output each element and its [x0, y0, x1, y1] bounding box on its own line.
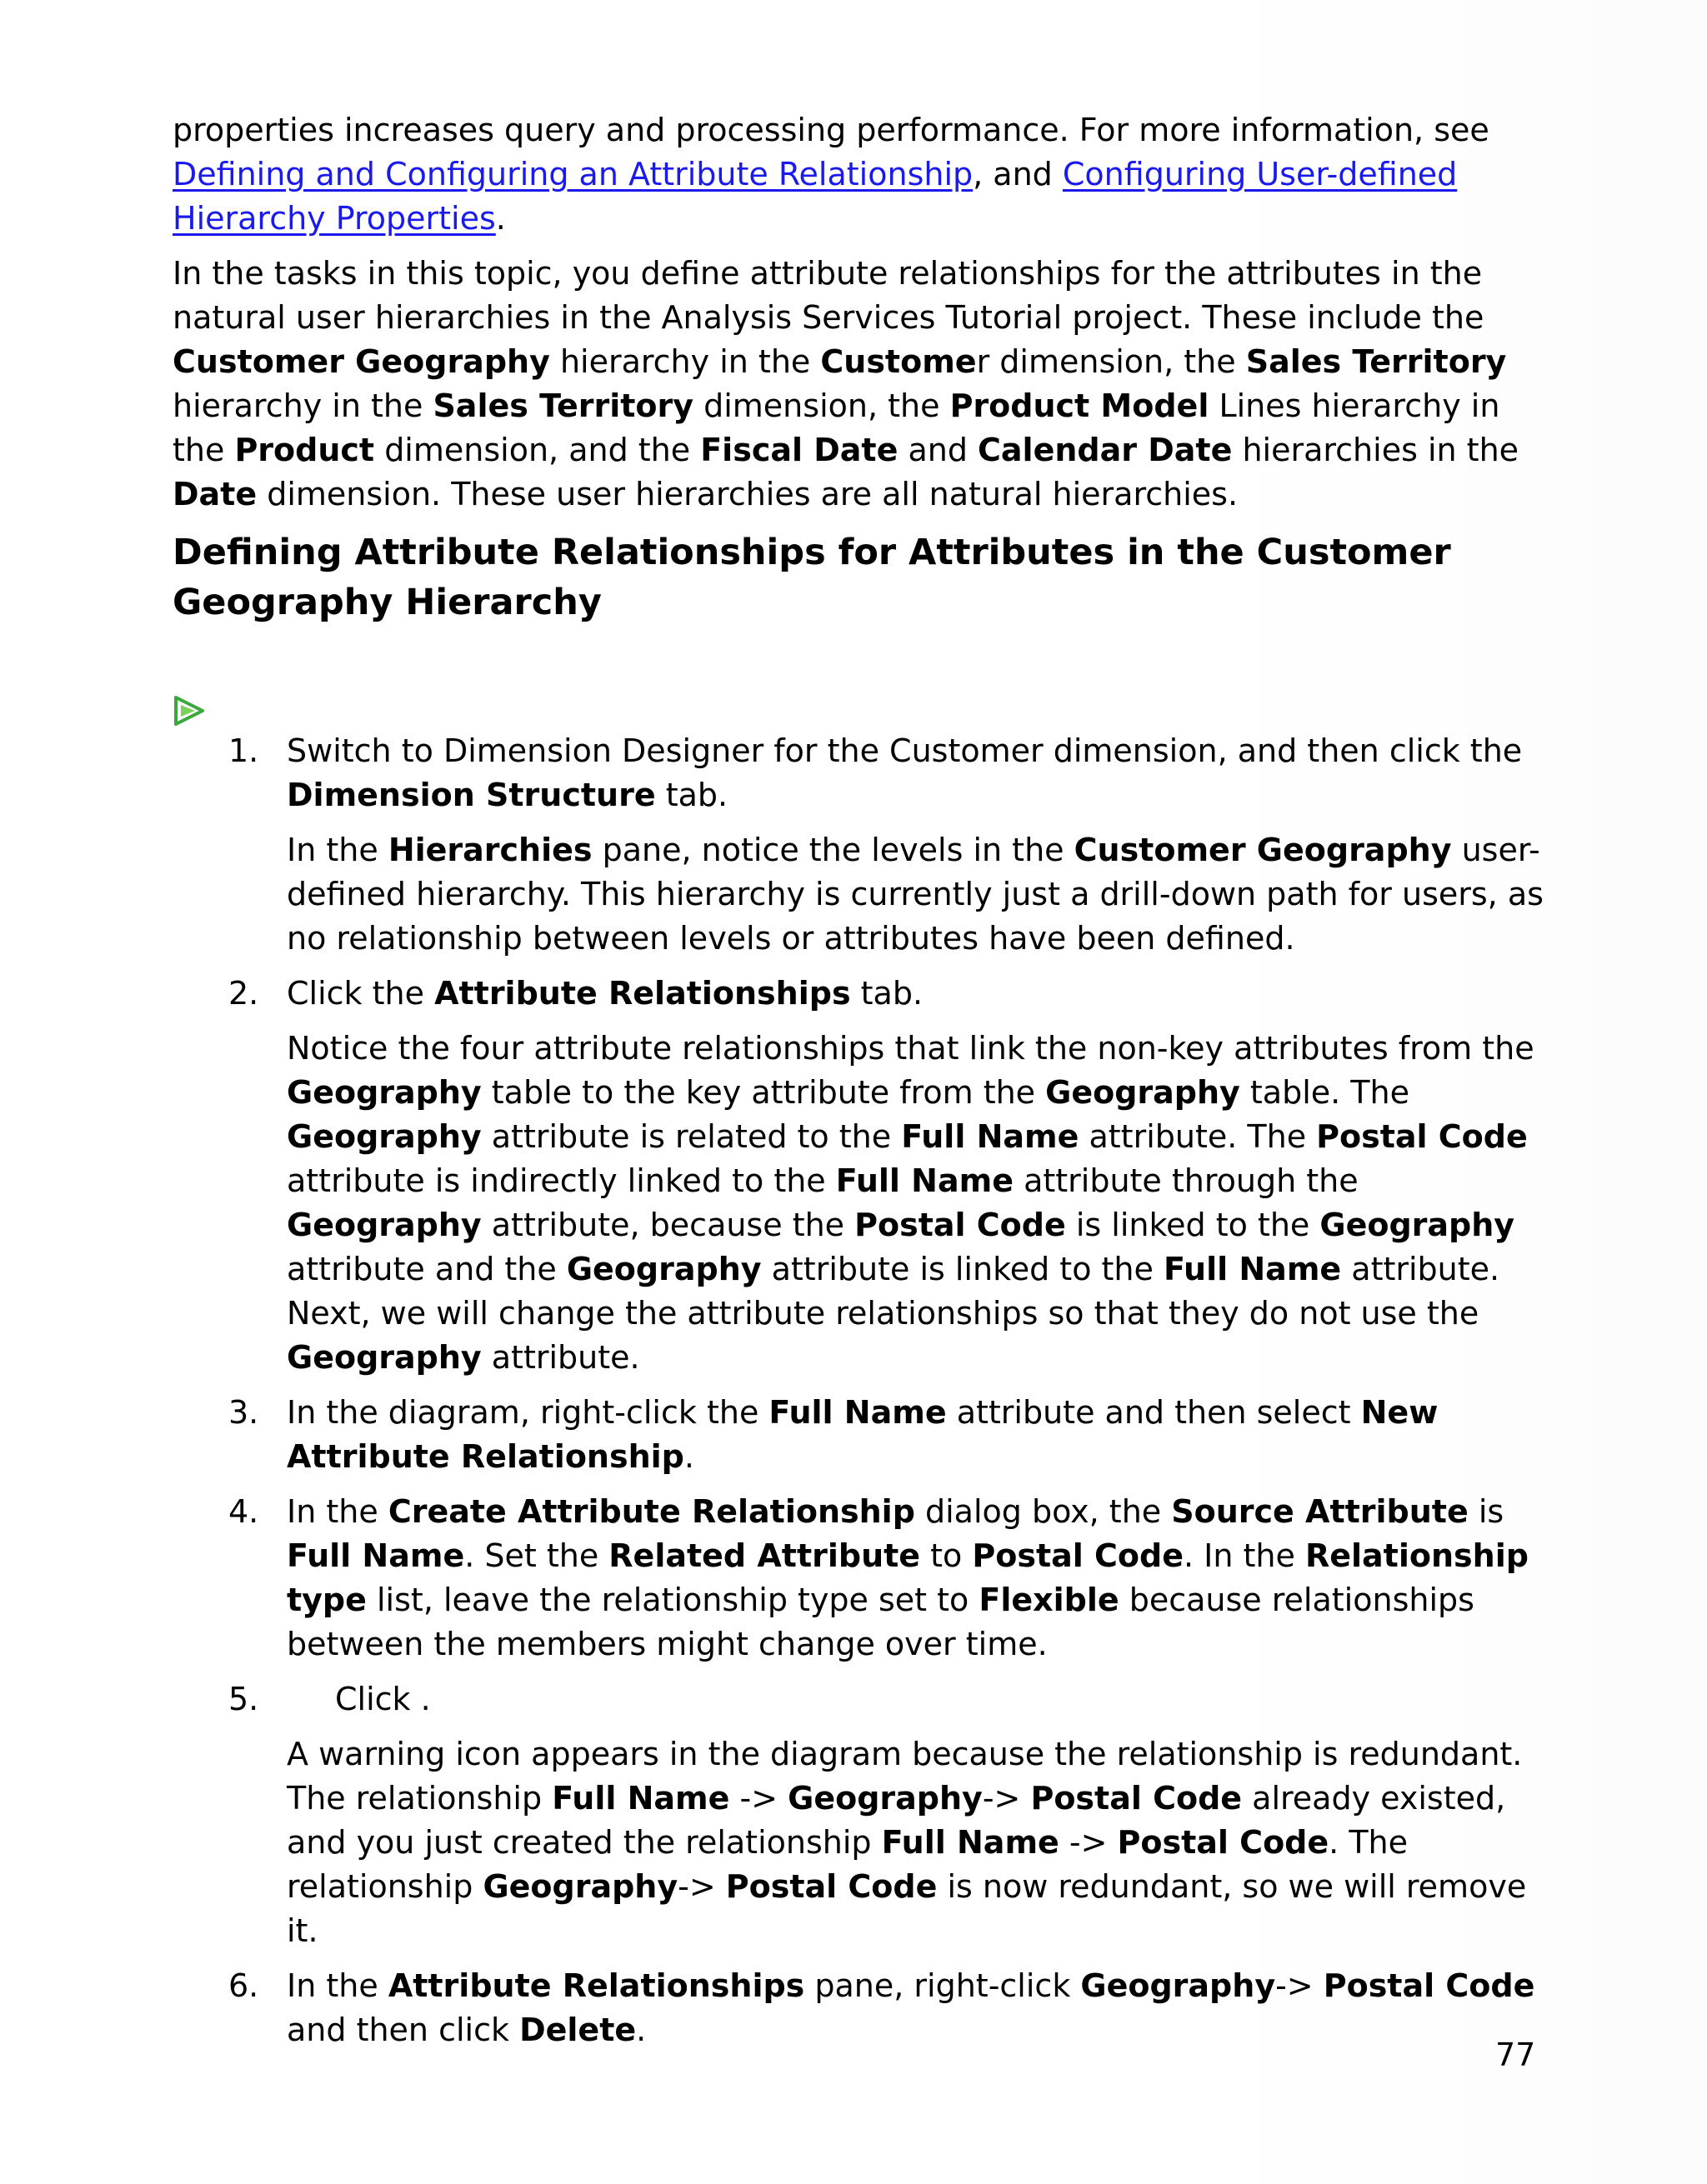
text-run: is linked to the [1065, 1207, 1320, 1243]
intro-paragraph [173, 108, 1548, 241]
text-run: attribute and the [287, 1251, 567, 1287]
text-run: and [898, 432, 979, 468]
text-run: Lines hierarchy in the [173, 387, 1500, 468]
link-user-defined-hierarchy[interactable]: Configuring User-defined Hierarchy Properties [173, 156, 1458, 237]
bold-term: Full Name [901, 1118, 1079, 1155]
bold-term: Customer Geography [173, 343, 550, 380]
text-run: r dimension, the [976, 343, 1246, 380]
text-run: dialog box, the [914, 1493, 1172, 1530]
bold-term: Relationship type [287, 1537, 1529, 1618]
intro-end: . [495, 200, 506, 237]
bold-term: Attribute Relationships [434, 975, 851, 1012]
text-run: attribute is indirectly linked to the [287, 1162, 836, 1199]
bold-term: Postal Code [972, 1537, 1184, 1574]
text-run: A warning icon appears in the diagram because the relationship is redundant. The relationship [287, 1736, 1523, 1817]
text-run: tab. [655, 777, 728, 813]
intro-text: properties increases query and processing performance. For more information, see [173, 112, 1489, 148]
bold-term: Full Name [768, 1394, 947, 1431]
green-arrow-icon [173, 692, 1548, 729]
bold-term: Dimension Structure [287, 777, 656, 813]
step-item [173, 1677, 1548, 1953]
bold-term: Geography [1319, 1207, 1515, 1243]
bold-term: Full Name [287, 1537, 465, 1574]
text-run: -> [678, 1868, 726, 1905]
text-run: . [636, 2012, 647, 2048]
text-run: . [683, 1438, 694, 1475]
step-text [287, 729, 1548, 817]
text-run: tab. [850, 975, 924, 1012]
procedure-steps [173, 729, 1548, 2052]
text-run: pane, right-click [804, 1967, 1081, 2004]
bold-term: Geography [287, 1074, 482, 1111]
bold-term: Attribute Relationships [388, 1967, 805, 2004]
bold-term: Postal Code [854, 1207, 1066, 1243]
text-run: because relationships between the members might change over time. [287, 1582, 1474, 1662]
text-run: dimension, and the [374, 432, 701, 468]
text-run: In the [287, 832, 388, 868]
bold-term: Geography [788, 1780, 983, 1817]
bold-term: Sales Territory [1245, 343, 1507, 380]
step-item [173, 1490, 1548, 1667]
text-run: attribute. [481, 1339, 640, 1376]
step-number: 2. [228, 975, 259, 1012]
text-run: Notice the four attribute relationships that link the non-key attributes from the [287, 1030, 1534, 1067]
step-note [287, 1732, 1548, 1953]
step-item [173, 1964, 1548, 2052]
text-run: In the [287, 1967, 388, 2004]
document-page [173, 108, 1548, 2063]
text-run: . The relationship [287, 1824, 1408, 1905]
bold-term: Geography [287, 1207, 482, 1243]
text-run: In the tasks in this topic, you define attribute relationships for the attributes in the natural user hierarchies in the Analysis Services Tutorial project. These include the [173, 255, 1484, 336]
bold-term: Geography [287, 1118, 482, 1155]
step-number: 1. [228, 732, 259, 769]
bold-term: Date [173, 476, 258, 512]
text-run: already existed, and you just created the relationship [287, 1780, 1506, 1861]
bold-term: Delete [519, 2012, 637, 2048]
bold-term: Fiscal Date [700, 432, 899, 468]
bold-term: Product [234, 432, 375, 468]
bold-term: Full Name [835, 1162, 1014, 1199]
bold-term: Flexible [979, 1582, 1119, 1618]
text-run: hierarchy in the [173, 387, 433, 424]
step-text [287, 1677, 1548, 1722]
bold-term: Product Model [949, 387, 1209, 424]
step-item [173, 729, 1548, 961]
bold-term: Postal Code [725, 1868, 938, 1905]
text-run: table to the key attribute from the [481, 1074, 1046, 1111]
text-run: attribute and then select [946, 1394, 1361, 1431]
text-run: hierarchies in the [1232, 432, 1519, 468]
bold-term: Create Attribute Relationship [388, 1493, 915, 1530]
bold-term: Related Attribute [608, 1537, 921, 1574]
step-text [287, 972, 1548, 1016]
text-run: Click the [287, 975, 435, 1012]
bold-term: Postal Code [1030, 1780, 1243, 1817]
text-run: -> [1059, 1824, 1118, 1861]
text-run: attribute through the [1013, 1162, 1359, 1199]
bold-term: Custome [820, 343, 977, 380]
bold-term: Geography [566, 1251, 762, 1287]
text-run: attribute, because the [481, 1207, 855, 1243]
text-run: pane, notice the levels in the [592, 832, 1074, 868]
bold-term: Customer Geography [1074, 832, 1452, 868]
bold-term: Postal Code [1316, 1118, 1528, 1155]
step-number: 4. [228, 1493, 259, 1530]
text-run: . Set the [464, 1537, 609, 1574]
step-text [287, 1391, 1548, 1479]
bold-term: Geography [483, 1868, 678, 1905]
text-run: Click . [335, 1681, 431, 1717]
bold-term: Hierarchies [388, 832, 593, 868]
bold-term: Geography [287, 1339, 482, 1376]
step-item [173, 972, 1548, 1380]
section-heading: Defining Attribute Relationships for Attributes in the Customer Geography Hierarchy [173, 532, 1451, 623]
bold-term: Source Attribute [1171, 1493, 1469, 1530]
text-run: is now redundant, so we will remove it. [287, 1868, 1527, 1949]
text-run: In the diagram, right-click the [287, 1394, 769, 1431]
step-text [287, 1490, 1548, 1667]
link-attribute-relationship[interactable]: Defining and Configuring an Attribute Relationship [173, 156, 974, 192]
text-run: and then click [287, 2012, 520, 2048]
bold-term: New Attribute Relationship [287, 1394, 1439, 1475]
bold-term: Calendar Date [978, 432, 1233, 468]
step-text [287, 1964, 1548, 2052]
step-number: 3. [228, 1394, 259, 1431]
text-run: attribute is related to the [481, 1118, 902, 1155]
text-run: -> [982, 1780, 1031, 1817]
text-run: table. The [1239, 1074, 1409, 1111]
intro-separator: , and [973, 156, 1053, 192]
page-number: 77 [1495, 2037, 1536, 2073]
bold-term: Full Name [881, 1824, 1059, 1861]
text-run: is [1468, 1493, 1504, 1530]
bold-term: Postal Code [1117, 1824, 1329, 1861]
text-run: hierarchy in the [549, 343, 821, 380]
bold-term: Postal Code [1323, 1967, 1535, 2004]
text-run: to [920, 1537, 973, 1574]
step-number: 6. [228, 1967, 259, 2004]
text-run: dimension. These user hierarchies are all natural hierarchies. [257, 476, 1239, 512]
text-run: dimension, the [693, 387, 950, 424]
bold-term: Full Name [1163, 1251, 1342, 1287]
text-run: attribute is linked to the [761, 1251, 1164, 1287]
bold-term: Geography [1045, 1074, 1240, 1111]
text-run: attribute. Next, we will change the attribute relationships so that they do not use the [287, 1251, 1500, 1332]
text-run: list, leave the relationship type set to [366, 1582, 979, 1618]
text-run: attribute. The [1079, 1118, 1317, 1155]
text-run: Switch to Dimension Designer for the Customer dimension, and then click the [287, 732, 1523, 769]
step-item [173, 1391, 1548, 1479]
text-run: In the [287, 1493, 388, 1530]
text-run: -> [1275, 1967, 1324, 2004]
bold-term: Sales Territory [433, 387, 694, 424]
bold-term: Full Name [552, 1780, 730, 1817]
step-note [287, 828, 1548, 961]
text-run: . In the [1183, 1537, 1305, 1574]
step-number: 5. [228, 1681, 259, 1717]
text-run: -> [729, 1780, 788, 1817]
bold-term: Geography [1080, 1967, 1276, 2004]
text-run: user-defined hierarchy. This hierarchy is currently just a drill-down path for users, as no relationship between levels or attributes have been defined. [287, 832, 1544, 957]
step-note [287, 1027, 1548, 1380]
overview-paragraph [173, 252, 1548, 517]
